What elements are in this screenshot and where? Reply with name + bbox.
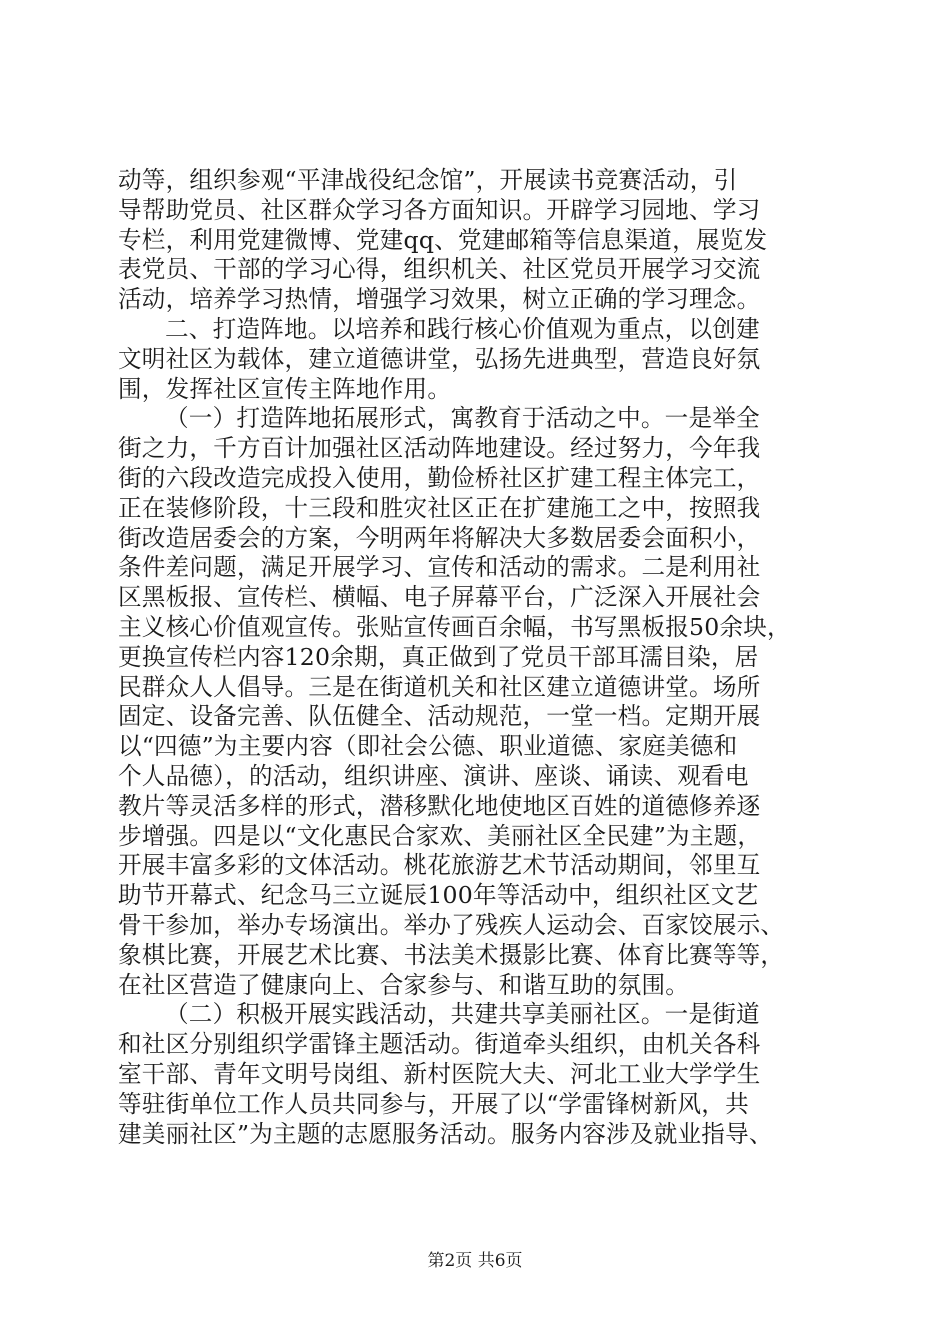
- text-line: 动等，组织参观“平津战役纪念馆”，开展读书竞赛活动，引: [118, 166, 738, 194]
- text-line: 助节开幕式、纪念马三立诞辰100年等活动中，组织社区文艺: [118, 881, 759, 910]
- text-line: 在社区营造了健康向上、合家参与、和谐互助的氛围。: [118, 970, 690, 999]
- text-line: 更换宣传栏内容120余期，真正做到了党员干部耳濡目染，居: [118, 642, 759, 671]
- text-line: 室干部、青年文明号岗组、新村医院大夫、河北工业大学学生: [118, 1059, 761, 1088]
- subsection-heading-line: （一）打造阵地拓展形式，寓教育于活动之中。一是举全: [165, 404, 760, 433]
- text-line: 开展丰富多彩的文体活动。桃花旅游艺术节活动期间，邻里互: [118, 851, 761, 880]
- text-line: 步增强。四是以“文化惠民合家欢、美丽社区全民建”为主题，: [118, 821, 762, 850]
- page-number-footer: 第2页 共6页: [427, 1251, 523, 1271]
- text-line: 街之力，千方百计加强社区活动阵地建设。经过努力，今年我: [118, 434, 761, 463]
- text-line: 街改造居委会的方案，今明两年将解决大多数居委会面积小，: [118, 523, 761, 552]
- text-line: 象棋比赛，开展艺术比赛、书法美术摄影比赛、体育比赛等等，: [118, 940, 785, 969]
- text-line: 等驻街单位工作人员共同参与，开展了以“学雷锋树新风，共: [118, 1089, 749, 1118]
- text-line: 民群众人人倡导。三是在街道机关和社区建立道德讲堂。场所: [118, 672, 761, 701]
- text-line: 骨干参加，举办专场演出。举办了残疾人运动会、百家饺展示、: [118, 910, 785, 939]
- section-heading-line: 二、打造阵地。以培养和践行核心价值观为重点，以创建: [165, 314, 760, 343]
- text-line: 文明社区为载体，建立道德讲堂，弘扬先进典型，营造良好氛: [118, 344, 761, 373]
- text-line: 个人品德），的活动，组织讲座、演讲、座谈、诵读、观看电: [118, 761, 749, 790]
- text-line: 街的六段改造完成投入使用，勤俭桥社区扩建工程主体完工，: [118, 463, 761, 492]
- text-line: 专栏，利用党建微博、党建qq、党建邮箱等信息渠道，展览发: [118, 225, 768, 254]
- text-line: 活动，培养学习热情，增强学习效果，树立正确的学习理念。: [118, 285, 761, 314]
- text-line: 主义核心价值观宣传。张贴宣传画百余幅，书写黑板报50余块，: [118, 612, 791, 641]
- subsection-heading-line: （二）积极开展实践活动，共建共享美丽社区。一是街道: [165, 1000, 760, 1029]
- text-line: 教片等灵活多样的形式，潜移默化地使地区百姓的道德修养逐: [118, 791, 761, 820]
- text-line: 区黑板报、宣传栏、横幅、电子屏幕平台，广泛深入开展社会: [118, 583, 761, 612]
- text-line: 导帮助党员、社区群众学习各方面知识。开辟学习园地、学习: [118, 195, 761, 224]
- text-line: 固定、设备完善、队伍健全、活动规范，一堂一档。定期开展: [118, 702, 761, 731]
- text-line: 表党员、干部的学习心得，组织机关、社区党员开展学习交流: [118, 255, 761, 284]
- document-body: [118, 166, 834, 1149]
- text-line: 建美丽社区”为主题的志愿服务活动。服务内容涉及就业指导、: [118, 1119, 773, 1148]
- text-line: 围，发挥社区宣传主阵地作用。: [118, 374, 452, 403]
- text-line: 正在装修阶段，十三段和胜灾社区正在扩建施工之中，按照我: [118, 493, 761, 522]
- text-line: 和社区分别组织学雷锋主题活动。街道牵头组织，由机关各科: [118, 1030, 761, 1059]
- text-line: 以“四德”为主要内容（即社会公德、职业道德、家庭美德和: [118, 732, 738, 761]
- text-line: 条件差问题，满足开展学习、宣传和活动的需求。二是利用社: [118, 553, 761, 582]
